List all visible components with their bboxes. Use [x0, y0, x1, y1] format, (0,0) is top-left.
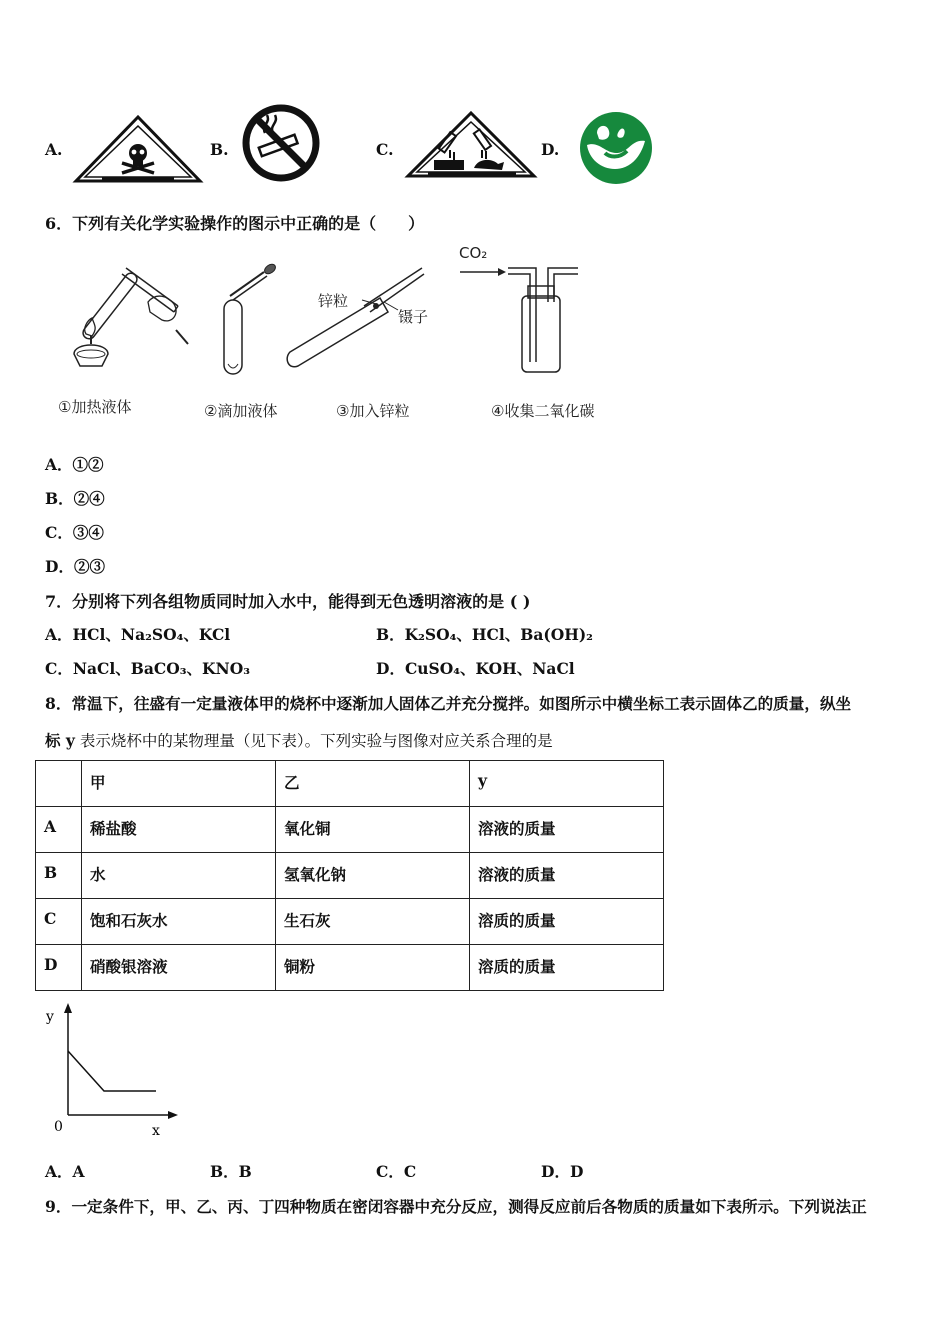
heating-liquid-figure: [64, 262, 194, 380]
table-row: [36, 899, 664, 945]
q6-option-a-letter: A．: [45, 455, 73, 474]
table-header-cell: y: [470, 761, 664, 807]
q8-table: [35, 760, 664, 991]
q6-option-d-text: ②③: [73, 557, 105, 576]
zinc-label: 锌粒: [318, 292, 349, 310]
q5-option-c-letter: C.: [376, 140, 394, 159]
q8-stem-line2-bold: 标 y: [45, 731, 75, 750]
q7-option-b[interactable]: [376, 623, 593, 645]
table-cell: 生石灰: [276, 899, 470, 945]
q7-option-a-letter: A．: [45, 625, 73, 644]
origin-label: 0: [54, 1119, 63, 1135]
collecting-co2-figure: [458, 262, 582, 378]
table-cell: 溶质的质量: [470, 945, 664, 991]
table-cell: 溶质的质量: [470, 899, 664, 945]
q7-stem: 7．分别将下列各组物质同时加入水中，能得到无色透明溶液的是 ( ): [45, 592, 531, 611]
q7-option-a[interactable]: [45, 623, 230, 645]
table-cell: 水: [82, 853, 276, 899]
q8-option-c-letter: C．: [376, 1162, 404, 1181]
y-axis-label: y: [46, 1009, 54, 1025]
q6-stem: 6．下列有关化学实验操作的图示中正确的是（ ）: [45, 214, 425, 233]
q8-stem-line1: 8．常温下，往盛有一定量液体甲的烧杯中逐渐加人固体乙并充分搅拌。如图所示中横坐标工表示固体乙的质量，纵坐: [45, 694, 852, 713]
q8-option-b[interactable]: [210, 1160, 252, 1182]
q8-option-a[interactable]: [45, 1160, 85, 1182]
q6-option-a[interactable]: [45, 453, 104, 475]
x-axis-label: x: [152, 1123, 160, 1139]
q6-option-c[interactable]: [45, 521, 104, 543]
tweezers-label: 镊子: [398, 308, 429, 326]
table-cell: 铜粉: [276, 945, 470, 991]
q7-option-b-text: K₂SO₄、HCl、Ba(OH)₂: [404, 625, 593, 644]
q8-option-c[interactable]: [376, 1160, 416, 1182]
dropping-liquid-figure: [220, 260, 280, 380]
q7-option-d[interactable]: [376, 657, 575, 679]
figure-caption-1: ①加热液体: [58, 398, 132, 416]
q5-option-a-letter: A.: [45, 140, 63, 159]
table-cell: 氢氧化钠: [276, 853, 470, 899]
corrosive-warning-icon: [404, 110, 538, 180]
q8-stem-line2-text: 表示烧杯中的某物理量（见下表）。下列实验与图像对应关系合理的是: [74, 732, 553, 750]
table-header-cell: 乙: [276, 761, 470, 807]
q7-option-c[interactable]: [45, 657, 250, 679]
q6-option-c-letter: C．: [45, 523, 73, 542]
table-cell: 氧化铜: [276, 807, 470, 853]
q8-option-a-letter: A．: [45, 1162, 73, 1181]
graph-line: [68, 1051, 156, 1091]
table-cell: 稀盐酸: [82, 807, 276, 853]
q6-option-b[interactable]: [45, 487, 105, 509]
table-cell: 溶液的质量: [470, 807, 664, 853]
q8-option-d-letter: D．: [541, 1162, 570, 1181]
q7-option-d-letter: D．: [376, 659, 405, 678]
q5-option-d-letter: D.: [541, 140, 560, 159]
table-cell: A: [36, 807, 82, 853]
table-cell: 硝酸银溶液: [82, 945, 276, 991]
table-cell: 饱和石灰水: [82, 899, 276, 945]
table-header-cell: 甲: [82, 761, 276, 807]
q8-option-d-text: D: [569, 1162, 584, 1181]
q8-option-a-text: A: [72, 1162, 85, 1181]
figure-caption-4: ④收集二氧化碳: [491, 402, 595, 420]
table-header-row: [36, 761, 664, 807]
q7-option-c-letter: C．: [45, 659, 73, 678]
table-cell: B: [36, 853, 82, 899]
no-smoking-icon: [241, 103, 321, 183]
q7-option-a-text: HCl、Na₂SO₄、KCl: [72, 625, 231, 644]
water-saving-icon: [579, 111, 653, 185]
table-row: [36, 807, 664, 853]
x-axis-arrow: [168, 1111, 178, 1119]
q7-option-b-letter: B．: [376, 625, 405, 644]
q5-option-b-letter: B.: [210, 140, 229, 159]
table-row: [36, 853, 664, 899]
q8-option-d[interactable]: [541, 1160, 583, 1182]
q8-option-b-text: B: [238, 1162, 252, 1181]
table-cell: C: [36, 899, 82, 945]
y-axis-arrow: [64, 1003, 72, 1013]
q6-option-d[interactable]: [45, 555, 105, 577]
figure-caption-2: ②滴加液体: [204, 402, 278, 420]
table-cell: D: [36, 945, 82, 991]
q6-option-c-text: ③④: [72, 523, 104, 542]
co2-label: CO₂: [459, 244, 488, 262]
q8-graph: [40, 1003, 185, 1143]
table-header-cell: [36, 761, 82, 807]
table-row: [36, 945, 664, 991]
q6-option-d-letter: D．: [45, 557, 74, 576]
q8-stem-line2: [45, 729, 553, 751]
q6-option-b-text: ②④: [73, 489, 105, 508]
q9-stem: 9．一定条件下，甲、乙、丙、丁四种物质在密闭容器中充分反应，测得反应前后各物质的质量如下表所示。下列说法正: [45, 1197, 867, 1216]
q7-option-d-text: CuSO₄、KOH、NaCl: [404, 659, 575, 678]
q7-option-c-text: NaCl、BaCO₃、KNO₃: [72, 659, 250, 678]
table-cell: 溶液的质量: [470, 853, 664, 899]
toxic-warning-icon: [72, 113, 204, 185]
figure-caption-3: ③加入锌粒: [336, 402, 410, 420]
q6-option-a-text: ①②: [72, 455, 104, 474]
q8-option-b-letter: B．: [210, 1162, 239, 1181]
q6-option-b-letter: B．: [45, 489, 74, 508]
q8-option-c-text: C: [403, 1162, 417, 1181]
